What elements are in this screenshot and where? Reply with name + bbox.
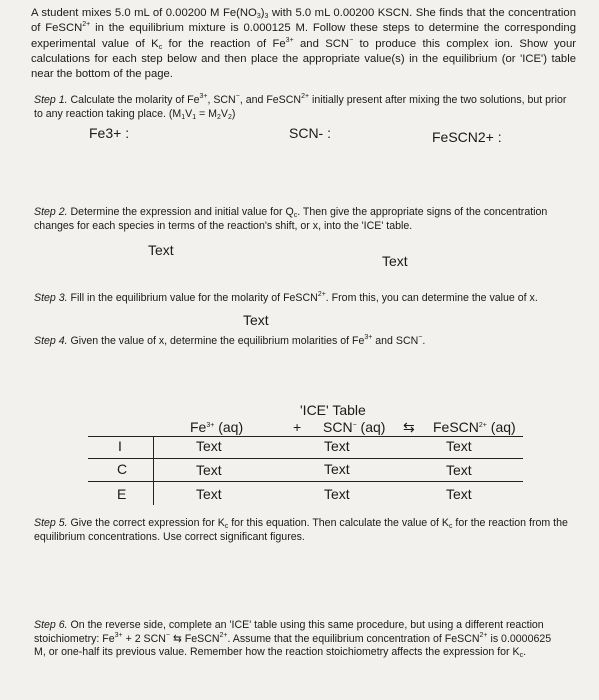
step-2-answer-2[interactable]: Text [382,253,408,269]
ice-header-fescn2: FeSCN$^{2+}$ (aq) [433,419,516,435]
ice-row-label-i: I [118,438,122,454]
ice-row-label-c: C [117,461,128,477]
equilibrium-arrow-icon: ⇆ [403,419,415,435]
step-4-text: Step 4. Given the value of x, determine the equilibrium molarities of $Fe^{3+}$ and SCN−. [34,334,426,347]
step-6-text: Step 6. On the reverse side, complete an 'ICE' table using this same procedure, but using a different reaction stoichiometry: $Fe^{3+} + 2$ SCN− ⇆ FeSCN$^{2+}$. Assume that the equilibrium concentration of FeSCN$^{2+}$ is 0.0000625 M, or one-half its previous value. Remember how the reaction stoichiometry affects the expression for $K_c$. [34,619,552,660]
ice-cell-c-fe3[interactable]: Text [196,462,222,478]
step-3-answer[interactable]: Text [243,312,269,328]
ice-row-label-e: E [117,486,127,502]
ice-cell-c-fescn2[interactable]: Text [446,462,472,478]
ice-cell-e-fe3[interactable]: Text [196,486,222,502]
ice-header-fe3: $Fe^{3+}$ (aq) [190,419,244,435]
step-2-text: Step 2. Determine the expression and initial value for $Q_c$. Then give the appropriate signs of the concentration changes for each species in terms of the reaction's shift, or x, into the 'ICE' table. [34,206,548,232]
ice-cell-i-scn[interactable]: Text [324,438,350,454]
ice-cell-e-fescn2[interactable]: Text [446,486,472,502]
ice-cell-i-fescn2[interactable]: Text [446,438,472,454]
scn-label: SCN- : [289,125,331,141]
ice-table-title: 'ICE' Table [300,402,366,418]
intro-paragraph: A student mixes 5.0 mL of 0.00200 M $Fe(NO_3)_3$ with 5.0 mL 0.00200 KSCN. She finds that the concentration of FeSCN$^{2+}$ in the equilibrium mixture is 0.000125 M. Follow these steps to determine the corresponding experimental value of $K_c$ for the reaction of $Fe^{3+}$ and SCN− to produce this complex ion. Show your calculations for each step below and then place the appropriate value(s) in the equilibrium (or 'ICE') table near the bottom of the page. [31,7,576,81]
ice-cell-c-scn[interactable]: Text [324,461,350,477]
ice-cell-i-fe3[interactable]: Text [196,438,222,454]
step-2-answer-1[interactable]: Text [148,242,174,258]
step-5-text: Step 5. Give the correct expression for $K_c$ for this equation. Then calculate the value of $K_c$ for the reaction from the equilibrium concentrations. Use correct significant figures. [34,517,568,543]
ice-header-scn: SCN− (aq) [323,419,386,435]
fescn2-label: FeSCN2+ : [432,129,502,145]
ice-cell-e-scn[interactable]: Text [324,486,350,502]
ice-label-divider [153,436,154,505]
fe3-label: Fe3+ : [89,125,130,141]
ice-header-plus: + [293,419,302,435]
step-3-text: Step 3. Fill in the equilibrium value for the molarity of FeSCN$^{2+}$. From this, you can determine the value of x. [34,291,538,304]
step-1-text: Step 1. Calculate the molarity of $Fe^{3+}$, SCN−, and FeSCN$^{2+}$ initially present after mixing the two solutions, but prior to any reaction taking place. $(M_1V_1 = M_2V_2)$ [34,93,567,121]
